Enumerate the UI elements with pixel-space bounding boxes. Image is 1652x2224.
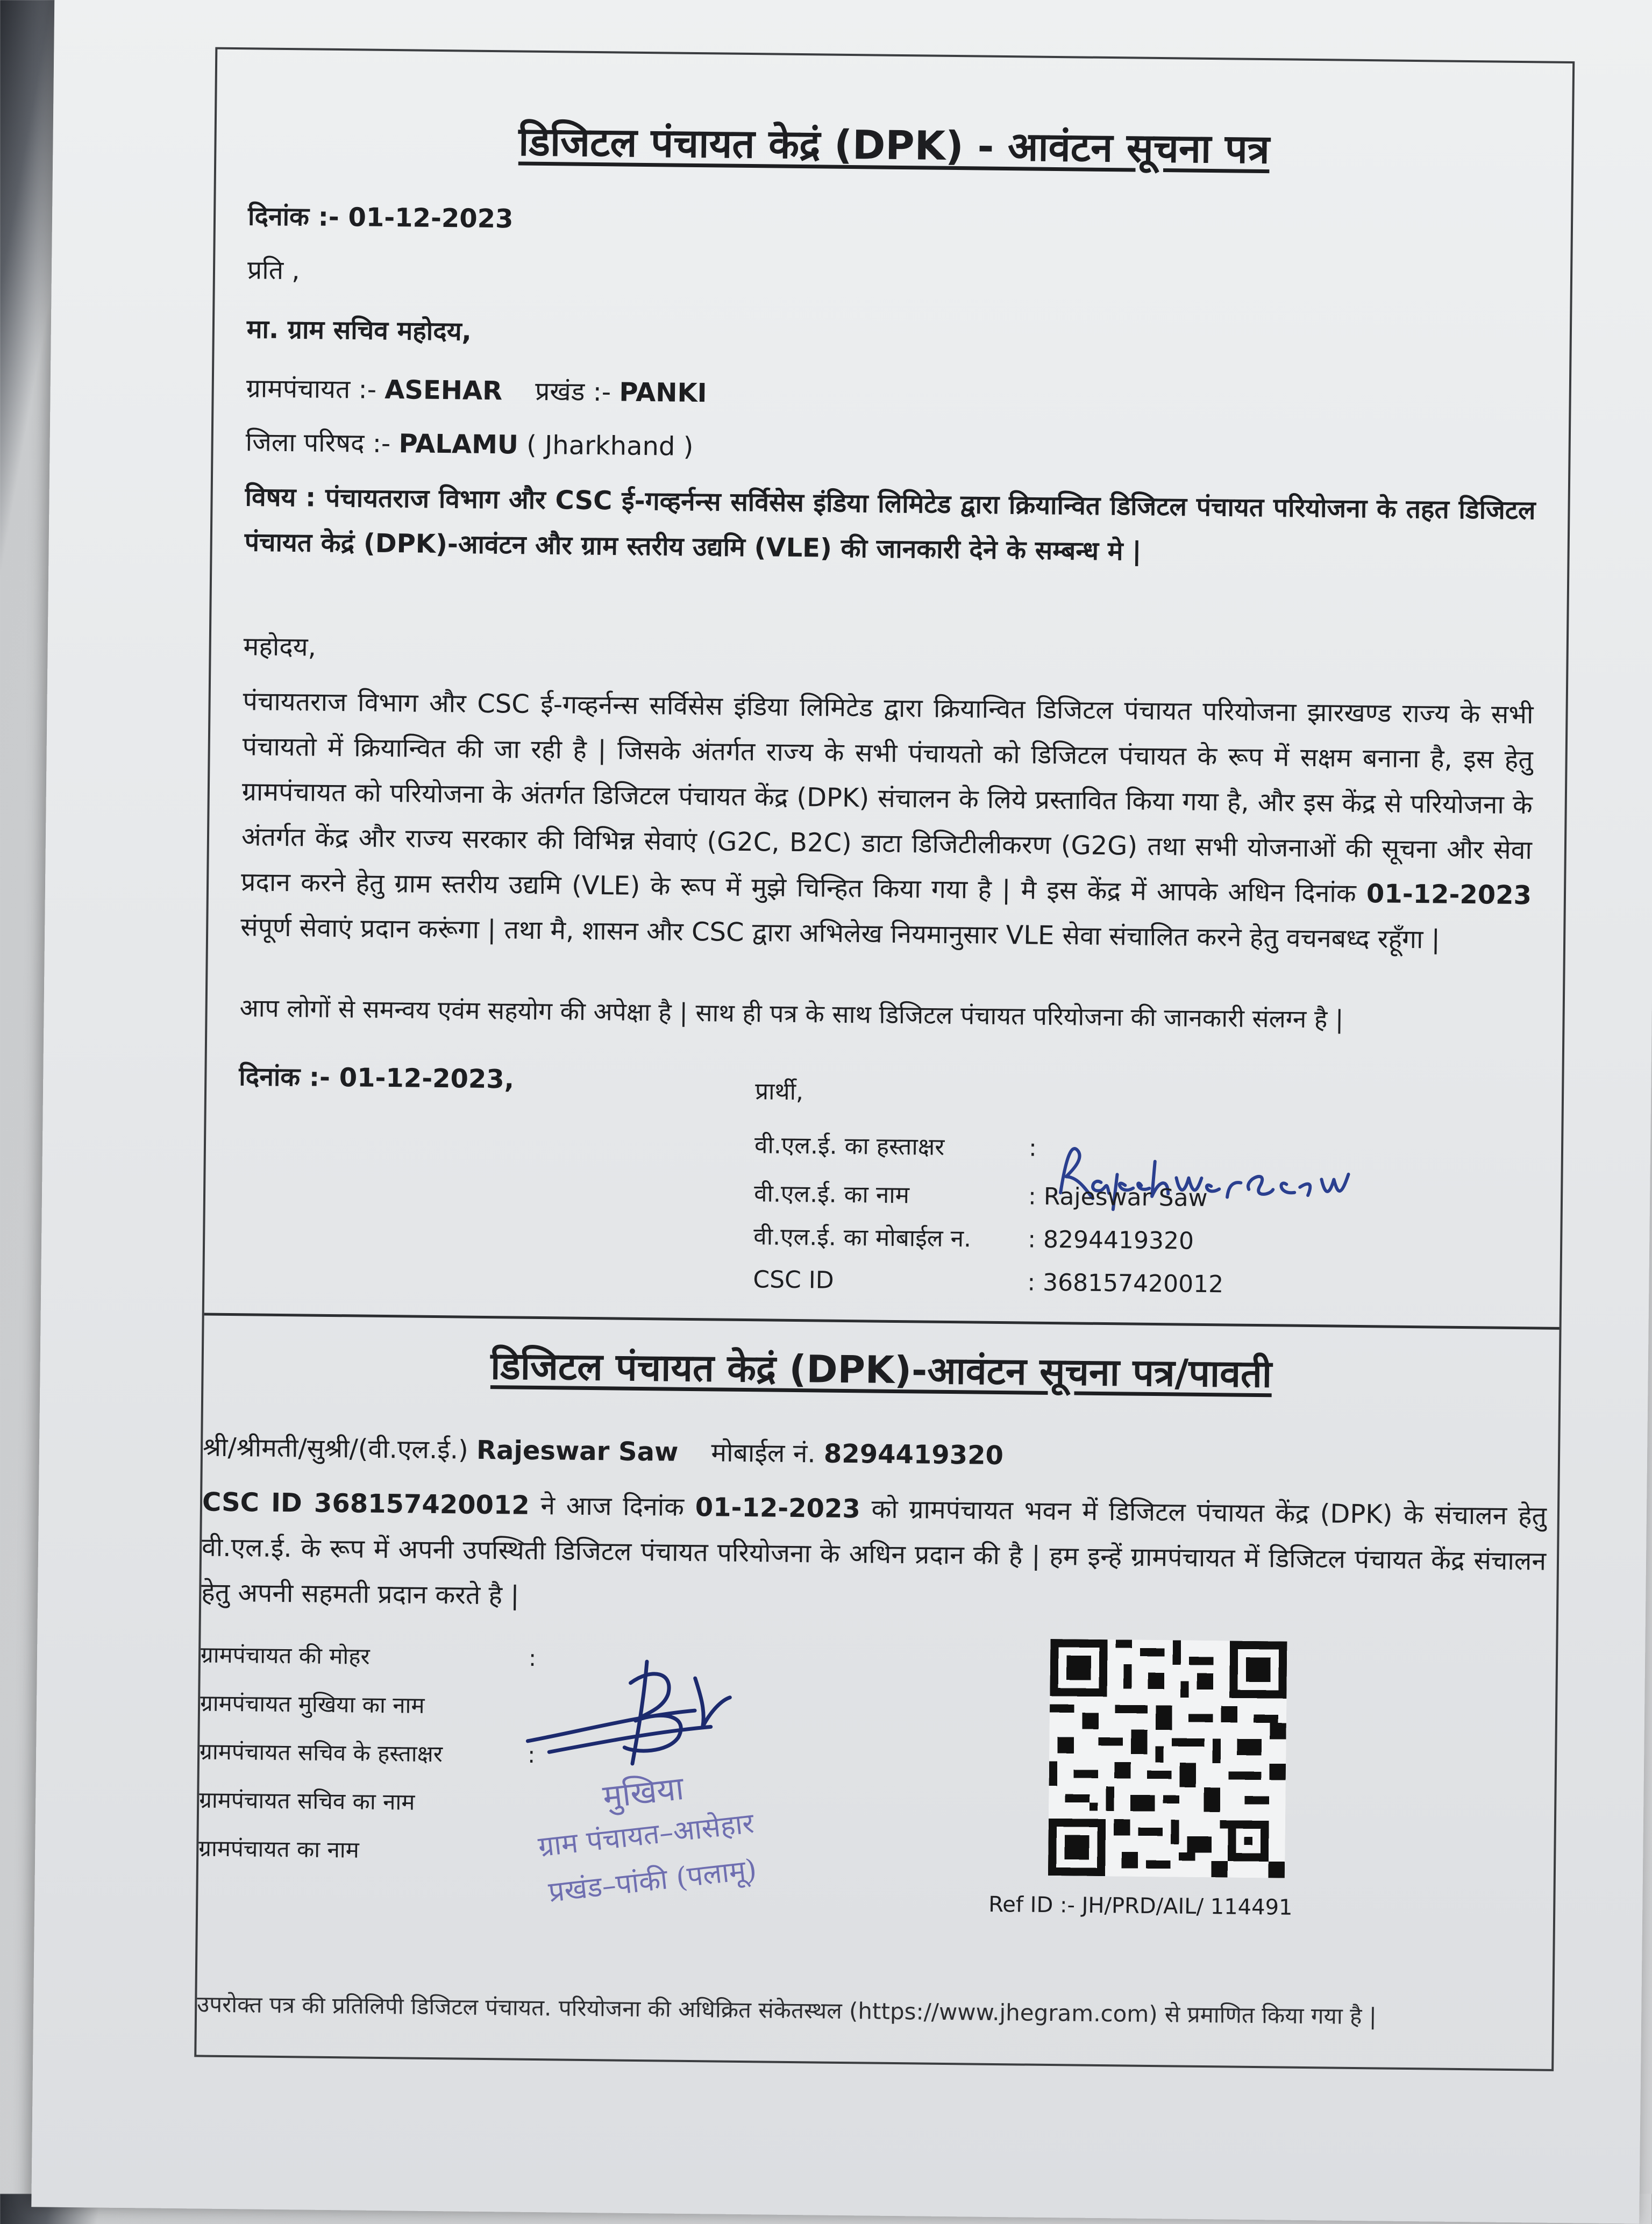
letter-date (248, 200, 514, 235)
signature-colon: : (1028, 1134, 1037, 1162)
receipt-title: डिजिटल पंचायत केद्रं (DPK)-आवंटन सूचना पत्र/पावती (490, 1344, 1272, 1396)
mukhiya-signature (517, 1650, 744, 1776)
subject-label: विषय : (245, 482, 316, 513)
csc-id-label: CSC ID (753, 1266, 834, 1294)
signature-label: वी.एल.ई. का हस्ताक्षर (754, 1131, 945, 1161)
field-secretary-colon: : (527, 1741, 536, 1768)
stamp-line-1: मुखिया (601, 1769, 686, 1816)
receipt-body-mid2: को ग्रामपंचायत भवन में डिजिटल पंचायत केंद्र (DPK) के संचालन हेतु वी.एल.ई. के रूप में अपनी उपस्थिती डिजिटल पंचायत परियोजना के अधिन प्रदान की है | हम इन्हें ग्रामपंचायत में डिजिटल पंचायत केंद्र संचालन हेतु अपनी सहमती प्रदान करते है | (201, 1494, 1547, 1611)
receipt-mobile-label: मोबाईल नं. (711, 1437, 816, 1469)
district-value: PALAMU (398, 429, 519, 460)
field-mukhiya-name: ग्रामपंचायत मुखिया का नाम (200, 1690, 425, 1719)
salutation: महोदय, (243, 631, 317, 662)
stamp-line-3: प्रखंड–पांकी (पलामू) (546, 1853, 758, 1909)
body-date: 01-12-2023 (1366, 879, 1532, 911)
district-line (245, 426, 693, 463)
body-paragraph (240, 679, 1534, 963)
paper-sheet (31, 0, 1652, 2224)
field-secretary-signature: ग्रामपंचायत सचिव के हस्ताक्षर (199, 1738, 443, 1767)
allocation-letter (204, 49, 1572, 1327)
receipt-body-mid1: ने आज दिनांक (540, 1491, 685, 1522)
field-seal-colon: : (528, 1644, 537, 1672)
person-name: Rajeswar Saw (476, 1435, 679, 1467)
block-value: PANKI (619, 377, 707, 409)
date-value: 01-12-2023 (348, 202, 514, 234)
gram-panchayat-line (246, 372, 707, 409)
receipt-body-date: 01-12-2023 (695, 1492, 861, 1524)
field-seal: ग्रामपंचायत की मोहर (200, 1641, 371, 1670)
body-text-1: पंचायतराज विभाग और CSC ई-गव्हर्नन्स सर्विसेस इंडिया लिमिटेड द्वारा क्रियान्वित डिजिटल पंचायत परियोजना झारखण्ड राज्य के सभी पंचायतो में क्रियान्वित की जा रही है | जिसके अंतर्गत राज्य के सभी पंचायतो को डिजिटल पंचायत के रूप में सक्षम बनाना है, इस हेतु ग्रामपंचायत को परियोजना के अंतर्गत डिजिटल पंचायत केंद्र (DPK) संचालन के लिये प्रस्तावित किया गया है, और इस केंद्र से परियोजना के अंतर्गत केंद्र और राज्य सरकार की विभिन्न सेवाएं (G2C, B2C) डाटा डिजिटीलीकरण (G2G) तथा सभी योजनाओं की सूचना और सेवा प्रदान करने हेतु ग्राम स्तरीय उद्यमि (VLE) के रूप में मुझे चिन्हित किया गया है | मै इस केंद्र में आपके अधिन दिनांक (240, 686, 1534, 909)
letter-frame (194, 47, 1575, 2071)
person-prefix: श्री/श्रीमती/सुश्री/(वी.एल.ई.) (202, 1432, 469, 1465)
receipt-csc-id: CSC ID 368157420012 (202, 1487, 530, 1521)
vle-mobile-label: वी.एल.ई. का मोबाईल न. (753, 1223, 972, 1253)
date-label: दिनांक :- (247, 201, 340, 233)
vle-mobile-value: : 8294419320 (1027, 1225, 1194, 1255)
block-label: प्रखंड :- (535, 376, 611, 408)
letter-title: डिजिटल पंचायत केद्रं (DPK) - आवंटन सूचना पत्र (518, 118, 1270, 173)
field-panchayat-name: ग्रामपंचायत का नाम (198, 1835, 360, 1863)
subject-paragraph (244, 474, 1536, 578)
district-label: जिला परिषद :- (245, 427, 391, 459)
ref-id: Ref ID :- JH/PRD/AIL/ 114491 (988, 1892, 1293, 1920)
applicant-label: प्रार्थी, (754, 1078, 804, 1106)
mukhiya-stamp (531, 1763, 856, 1959)
footer-date-value: 01-12-2023, (339, 1063, 515, 1095)
stamp-line-2: ग्राम पंचायत–आसेहार (536, 1807, 756, 1864)
vle-name-label: वी.एल.ई. का नाम (753, 1180, 910, 1209)
footer-date (239, 1060, 514, 1095)
footnote: उपरोक्त पत्र की प्रतिलिपी डिजिटल पंचायत. परियोजना की अधिक्रित संकेतस्थल (https://www.jhegram.com) से प्रमाणित किया गया है | (197, 1991, 1377, 2030)
closing-line: आप लोगों से समन्वय एवंम सहयोग की अपेक्षा है | साथ ही पत्र के साथ डिजिटल पंचायत परियोजना की जानकारी संलग्न है | (239, 993, 1344, 1034)
receipt-person-line (203, 1431, 1003, 1472)
prati-text: प्रति , (247, 255, 300, 286)
footer-date-label: दिनांक :- (239, 1061, 331, 1093)
gram-label: ग्रामपंचायत :- (246, 373, 377, 405)
addressee: मा. ग्राम सचिव महोदय, (246, 314, 472, 347)
receipt-mobile-value: 8294419320 (823, 1438, 1004, 1471)
body-text-2: संपूर्ण सेवाएं प्रदान करूंगा | तथा मै, शासन और CSC द्वारा अभिलेख नियमानुसार VLE सेवा संचालित करने हेतु वचनबध्द रहूँगा | (240, 912, 1441, 955)
state-value: ( Jharkhand ) (526, 430, 694, 462)
field-secretary-name: ग्रामपंचायत सचिव का नाम (198, 1786, 415, 1815)
receipt-section (196, 1318, 1559, 2064)
vle-name-value: : Rajeswar Saw (1028, 1182, 1208, 1213)
receipt-body (201, 1479, 1547, 1629)
csc-id-value: : 368157420012 (1027, 1268, 1224, 1299)
gram-value: ASEHAR (384, 374, 503, 407)
qr-code (1048, 1639, 1287, 1878)
subject-text: पंचायतराज विभाग और CSC ई-गव्हर्नन्स सर्विसेस इंडिया लिमिटेड द्वारा क्रियान्वित डिजिटल पंचायत परियोजना के तहत डिजिटल पंचायत केद्रं (DPK)-आवंटन और ग्राम स्तरीय उद्यमि (VLE) की जानकारी देने के सम्बन्ध मे | (244, 482, 1536, 567)
